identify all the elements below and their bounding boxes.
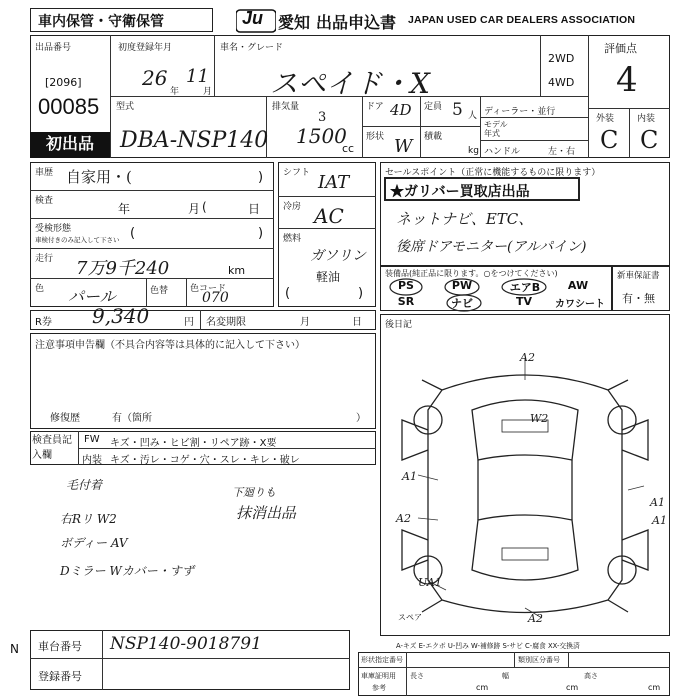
equip-ps: PS [398,279,414,292]
doors-label: ドア [366,102,384,112]
color-code-label: 色コード [190,284,227,294]
recycle-value: 9,340 [92,304,150,328]
registration-year: 26 [142,66,168,90]
inspector-note-right-1: 下廻りも [232,486,276,499]
inspector-row2-tag: 内装 [82,455,102,466]
dealer-label: ディーラー・並行 [484,107,556,117]
handle-options: 左・右 [548,147,576,157]
height-unit: cm [648,683,661,692]
registration-month: 11 [186,66,209,87]
name-change-month: 月 [300,317,310,328]
side-mark: N [10,642,19,656]
score-value: 4 [616,60,638,100]
mark-right-a1-upper: A1 [650,496,665,509]
chassis-value: NSP140-9018791 [110,634,262,654]
registration-year-unit: 年 [170,87,180,97]
usage-close: ) [258,170,264,185]
form-title: 出品申込書 [316,15,397,32]
first-listing-badge: 初出品 [30,132,110,158]
mark-front-a2: A2 [520,351,535,364]
equip-airbag: エアB [509,281,541,294]
recycle-label: R券 [35,317,52,328]
color-change-label: 色替 [150,286,169,296]
inspector-note-3: ボディー AV [60,536,128,550]
capacity-unit: 人 [468,111,478,121]
fuel-paren-close: ) [358,286,364,301]
width-label: 幅 [502,672,509,680]
interior-score: C [640,126,659,154]
fuel-light-oil: 軽油 [316,270,341,284]
recycle-box [30,310,376,330]
fuel-paren-open: ( [285,286,291,301]
association-name: JAPAN USED CAR DEALERS ASSOCIATION [408,14,636,26]
exterior-label: 外装 [596,114,615,124]
remarks-label: 後日記 [385,320,413,330]
usage-value: 自家用・( [66,168,132,186]
length-label: 長さ [410,672,424,680]
score-label: 評価点 [604,42,637,55]
equip-aw: AW [567,279,589,292]
name-change-label: 名変期限 [206,317,246,328]
mileage-value: 7万9千240 [76,258,170,279]
model-label: 型式 [116,102,135,112]
mileage-unit: km [228,264,246,277]
height-label: 高さ [584,672,598,680]
inspector-row1-tag: FW [84,434,100,445]
width-unit: cm [566,683,579,692]
color-label: 色 [35,284,45,294]
mark-right-a1-lower: A1 [652,514,667,527]
model-value: DBA-NSP140 [120,128,269,153]
reg-no-label: 登録番号 [38,670,82,683]
cooling-label: 冷房 [283,202,302,212]
shape-value: W [394,136,413,157]
spare-label: スペア [398,613,422,622]
inspector-note-1: 毛付着 [66,478,103,492]
chassis-label: 車台番号 [38,640,82,653]
damage-legend: A-キズ E-エクボ U-凹み W-補修跡 S-サビ C-腐食 XX-交換済 [396,642,580,650]
receipt-close: ) [258,226,264,241]
car-name-value: スペイド・X [270,67,430,100]
equip-sr: SR [397,295,415,308]
inspection-label: 検査 [35,196,54,206]
receipt-label: 受検形態 [35,224,72,234]
mark-left-a1: A1 [402,470,417,483]
class-number-label: 類別区分番号 [518,656,560,664]
color-code-value: 070 [202,290,229,306]
recycle-unit: 円 [184,317,194,328]
model-year-label: モデル年式 [484,120,508,138]
doors-value: 4D [390,101,412,119]
usage-label: 車歴 [35,168,54,178]
warranty-label: 新車保証書 [617,271,660,281]
name-change-day: 日 [352,317,362,328]
fuel-label: 燃料 [283,234,302,244]
shift-label: シフト [283,168,311,178]
displacement-unit: cc [342,142,355,155]
inspection-month: 月 [188,202,201,216]
inspection-day: 日 [248,202,261,216]
equip-circles [384,276,564,315]
equip-navi: ナビ [451,297,473,310]
gulliver-text: ★ガリバー買取店出品 [390,183,530,199]
lot-bracket: [2096] [45,76,82,89]
repair-history-close: ） [356,413,366,424]
handle-label: ハンドル [484,147,521,157]
displacement-label: 排気量 [272,102,300,112]
registration-month-unit: 月 [203,87,213,97]
length-unit: cm [476,683,489,692]
receipt-open: ( [130,226,136,241]
car-damage-diagram [382,350,668,633]
inspector-row1: キズ・凹み・ヒビ割・リペア跡・X要 [110,438,277,449]
capacity-label: 定員 [424,102,443,112]
registration-label: 初度登録年月 [118,43,173,53]
sales-point-line1: ネットナビ、ETC、 [396,210,534,228]
drive-2wd: 2WD [548,52,575,65]
mileage-label: 走行 [35,254,54,264]
shape-label: 形状 [366,132,385,142]
drive-4wd: 4WD [548,76,575,89]
fuel-value: ガソリン [310,248,366,264]
equipment-label: 装備品(純正品に限ります。○をつけてください) [385,269,558,278]
equip-tv: TV [515,295,533,308]
lot-number: 00085 [38,94,100,119]
warranty-value: 有・無 [622,292,655,305]
ju-logo-text: Ju [242,8,264,28]
capacity-value: 5 [452,100,463,120]
load-label: 積載 [424,132,443,142]
equip-kawa-seat: カワシート [555,299,605,310]
inspector-label: 検査員記入欄 [32,435,72,461]
sales-points-label: セールスポイント（正常に機能するものに限ります） [385,168,601,178]
inspector-note-right-2: 抹消出品 [236,504,297,522]
shift-value: IAT [318,172,350,193]
sales-point-line2: 後席ドアモニター(アルパイン) [396,239,587,255]
storage-label: 車内保管・守衛保管 [38,13,164,29]
repair-history-value: 有（箇所 [112,413,152,424]
load-unit: kg [468,146,479,156]
ref-label: 参考 [372,684,386,692]
lot-label: 出品番号 [35,43,72,53]
receipt-note: 車検付きのみ記入して下さい [35,236,120,244]
inspection-paren: ( [202,200,207,214]
inspector-row2: キズ・汚レ・コゲ・穴・スレ・キレ・破レ [110,455,300,466]
equip-pw: PW [451,279,473,292]
form-number-label: 形状指定番号 [361,656,403,664]
inspector-note-2: 右Rリ W2 [60,512,117,526]
inspection-year: 年 [118,202,131,216]
color-value: パール [68,287,116,306]
mark-rear-ua1: UA1 [418,576,442,589]
notes-header: 注意事項申告欄（不具合内容等は具体的に記入して下さい） [35,340,305,351]
car-name-label: 車名・グレード [220,43,284,53]
displacement-value: 1500 [296,124,347,148]
mark-rear-a2: A2 [528,612,543,625]
inspector-note-4: Dミラー Wカバー・すず [60,564,194,578]
mark-left-a2: A2 [396,512,411,525]
interior-label: 内装 [637,114,656,124]
org-name: 愛知 [278,15,311,32]
repair-history-label: 修復歴 [50,413,80,424]
cert-label: 車庫証明用 [361,672,396,680]
cooling-value: AC [314,204,344,228]
displacement-top: 3 [318,110,327,125]
mark-hood-w2: W2 [530,412,549,425]
exterior-score: C [600,126,619,154]
